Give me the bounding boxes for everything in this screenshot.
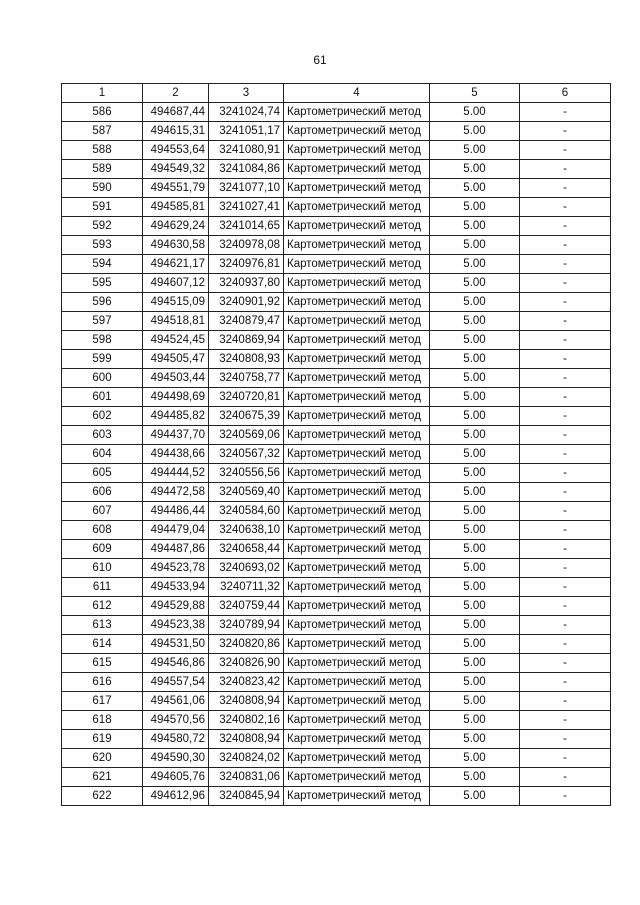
accuracy-cell: 5.00 — [430, 350, 520, 369]
accuracy-cell: 5.00 — [430, 274, 520, 293]
method-cell: Картометрический метод — [284, 521, 430, 540]
method-cell: Картометрический метод — [284, 616, 430, 635]
method-cell: Картометрический метод — [284, 464, 430, 483]
accuracy-cell: 5.00 — [430, 483, 520, 502]
table-row — [62, 768, 611, 787]
note-cell: - — [520, 730, 611, 749]
note-cell: - — [520, 160, 611, 179]
note-cell: - — [520, 236, 611, 255]
y-coordinate-cell: 3240720,81 — [209, 388, 284, 407]
y-coordinate-cell: 3241084,86 — [209, 160, 284, 179]
x-coordinate-cell: 494553,64 — [143, 141, 209, 160]
method-cell: Картометрический метод — [284, 502, 430, 521]
x-coordinate-cell: 494585,81 — [143, 198, 209, 217]
method-cell: Картометрический метод — [284, 711, 430, 730]
method-cell: Картометрический метод — [284, 654, 430, 673]
point-number-cell: 589 — [62, 160, 143, 179]
table-row — [62, 141, 611, 160]
note-cell: - — [520, 274, 611, 293]
point-number-cell: 614 — [62, 635, 143, 654]
accuracy-cell: 5.00 — [430, 179, 520, 198]
table-row — [62, 369, 611, 388]
x-coordinate-cell: 494621,17 — [143, 255, 209, 274]
note-cell: - — [520, 141, 611, 160]
point-number-cell: 591 — [62, 198, 143, 217]
table-row — [62, 635, 611, 654]
y-coordinate-cell: 3240569,06 — [209, 426, 284, 445]
accuracy-cell: 5.00 — [430, 445, 520, 464]
accuracy-cell: 5.00 — [430, 103, 520, 122]
point-number-cell: 618 — [62, 711, 143, 730]
point-number-cell: 606 — [62, 483, 143, 502]
accuracy-cell: 5.00 — [430, 255, 520, 274]
x-coordinate-cell: 494615,31 — [143, 122, 209, 141]
table-row — [62, 597, 611, 616]
note-cell: - — [520, 103, 611, 122]
method-cell: Картометрический метод — [284, 160, 430, 179]
y-coordinate-cell: 3241014,65 — [209, 217, 284, 236]
point-number-cell: 588 — [62, 141, 143, 160]
x-coordinate-cell: 494523,78 — [143, 559, 209, 578]
accuracy-cell: 5.00 — [430, 692, 520, 711]
point-number-cell: 622 — [62, 787, 143, 806]
method-cell: Картометрический метод — [284, 540, 430, 559]
y-coordinate-cell: 3240845,94 — [209, 787, 284, 806]
method-cell: Картометрический метод — [284, 483, 430, 502]
note-cell: - — [520, 179, 611, 198]
x-coordinate-cell: 494605,76 — [143, 768, 209, 787]
x-coordinate-cell: 494531,50 — [143, 635, 209, 654]
table-row — [62, 559, 611, 578]
y-coordinate-cell: 3240824,02 — [209, 749, 284, 768]
x-coordinate-cell: 494498,69 — [143, 388, 209, 407]
accuracy-cell: 5.00 — [430, 141, 520, 160]
accuracy-cell: 5.00 — [430, 654, 520, 673]
y-coordinate-cell: 3240758,77 — [209, 369, 284, 388]
note-cell: - — [520, 331, 611, 350]
accuracy-cell: 5.00 — [430, 768, 520, 787]
point-number-cell: 615 — [62, 654, 143, 673]
y-coordinate-cell: 3240808,94 — [209, 692, 284, 711]
accuracy-cell: 5.00 — [430, 198, 520, 217]
accuracy-cell: 5.00 — [430, 578, 520, 597]
x-coordinate-cell: 494629,24 — [143, 217, 209, 236]
point-number-cell: 617 — [62, 692, 143, 711]
table-row — [62, 654, 611, 673]
column-header-2: 2 — [143, 84, 209, 103]
note-cell: - — [520, 255, 611, 274]
note-cell: - — [520, 616, 611, 635]
y-coordinate-cell: 3240658,44 — [209, 540, 284, 559]
y-coordinate-cell: 3240556,56 — [209, 464, 284, 483]
coordinates-table — [61, 83, 611, 806]
y-coordinate-cell: 3240802,16 — [209, 711, 284, 730]
point-number-cell: 607 — [62, 502, 143, 521]
table-row — [62, 692, 611, 711]
note-cell: - — [520, 654, 611, 673]
table-row — [62, 445, 611, 464]
y-coordinate-cell: 3240569,40 — [209, 483, 284, 502]
note-cell: - — [520, 502, 611, 521]
point-number-cell: 590 — [62, 179, 143, 198]
accuracy-cell: 5.00 — [430, 331, 520, 350]
note-cell: - — [520, 749, 611, 768]
accuracy-cell: 5.00 — [430, 616, 520, 635]
point-number-cell: 608 — [62, 521, 143, 540]
note-cell: - — [520, 559, 611, 578]
method-cell: Картометрический метод — [284, 749, 430, 768]
note-cell: - — [520, 388, 611, 407]
note-cell: - — [520, 350, 611, 369]
point-number-cell: 586 — [62, 103, 143, 122]
method-cell: Картометрический метод — [284, 293, 430, 312]
point-number-cell: 593 — [62, 236, 143, 255]
point-number-cell: 604 — [62, 445, 143, 464]
note-cell: - — [520, 540, 611, 559]
y-coordinate-cell: 3240937,80 — [209, 274, 284, 293]
note-cell: - — [520, 293, 611, 312]
note-cell: - — [520, 198, 611, 217]
accuracy-cell: 5.00 — [430, 730, 520, 749]
note-cell: - — [520, 521, 611, 540]
accuracy-cell: 5.00 — [430, 464, 520, 483]
table-row — [62, 711, 611, 730]
method-cell: Картометрический метод — [284, 369, 430, 388]
point-number-cell: 592 — [62, 217, 143, 236]
y-coordinate-cell: 3240901,92 — [209, 293, 284, 312]
table-row — [62, 217, 611, 236]
point-number-cell: 612 — [62, 597, 143, 616]
note-cell: - — [520, 768, 611, 787]
x-coordinate-cell: 494612,96 — [143, 787, 209, 806]
note-cell: - — [520, 692, 611, 711]
accuracy-cell: 5.00 — [430, 369, 520, 388]
point-number-cell: 620 — [62, 749, 143, 768]
note-cell: - — [520, 312, 611, 331]
point-number-cell: 600 — [62, 369, 143, 388]
table-row — [62, 483, 611, 502]
method-cell: Картометрический метод — [284, 103, 430, 122]
method-cell: Картометрический метод — [284, 673, 430, 692]
accuracy-cell: 5.00 — [430, 749, 520, 768]
point-number-cell: 601 — [62, 388, 143, 407]
note-cell: - — [520, 711, 611, 730]
x-coordinate-cell: 494479,04 — [143, 521, 209, 540]
note-cell: - — [520, 483, 611, 502]
x-coordinate-cell: 494503,44 — [143, 369, 209, 388]
x-coordinate-cell: 494546,86 — [143, 654, 209, 673]
x-coordinate-cell: 494485,82 — [143, 407, 209, 426]
table-row — [62, 787, 611, 806]
table-row — [62, 426, 611, 445]
accuracy-cell: 5.00 — [430, 597, 520, 616]
note-cell: - — [520, 369, 611, 388]
accuracy-cell: 5.00 — [430, 711, 520, 730]
point-number-cell: 595 — [62, 274, 143, 293]
method-cell: Картометрический метод — [284, 179, 430, 198]
method-cell: Картометрический метод — [284, 635, 430, 654]
point-number-cell: 611 — [62, 578, 143, 597]
table-row — [62, 407, 611, 426]
accuracy-cell: 5.00 — [430, 217, 520, 236]
note-cell: - — [520, 578, 611, 597]
method-cell: Картометрический метод — [284, 787, 430, 806]
note-cell: - — [520, 445, 611, 464]
y-coordinate-cell: 3240638,10 — [209, 521, 284, 540]
accuracy-cell: 5.00 — [430, 673, 520, 692]
point-number-cell: 616 — [62, 673, 143, 692]
x-coordinate-cell: 494549,32 — [143, 160, 209, 179]
method-cell: Картометрический метод — [284, 236, 430, 255]
point-number-cell: 603 — [62, 426, 143, 445]
x-coordinate-cell: 494533,94 — [143, 578, 209, 597]
x-coordinate-cell: 494529,88 — [143, 597, 209, 616]
y-coordinate-cell: 3241077,10 — [209, 179, 284, 198]
note-cell: - — [520, 407, 611, 426]
accuracy-cell: 5.00 — [430, 122, 520, 141]
point-number-cell: 619 — [62, 730, 143, 749]
column-header-1: 1 — [62, 84, 143, 103]
y-coordinate-cell: 3240831,06 — [209, 768, 284, 787]
method-cell: Картометрический метод — [284, 597, 430, 616]
x-coordinate-cell: 494515,09 — [143, 293, 209, 312]
column-header-3: 3 — [209, 84, 284, 103]
y-coordinate-cell: 3240808,93 — [209, 350, 284, 369]
table-row — [62, 179, 611, 198]
accuracy-cell: 5.00 — [430, 312, 520, 331]
method-cell: Картометрический метод — [284, 730, 430, 749]
accuracy-cell: 5.00 — [430, 540, 520, 559]
method-cell: Картометрический метод — [284, 198, 430, 217]
x-coordinate-cell: 494630,58 — [143, 236, 209, 255]
point-number-cell: 599 — [62, 350, 143, 369]
y-coordinate-cell: 3240978,08 — [209, 236, 284, 255]
table-row — [62, 616, 611, 635]
table-row — [62, 103, 611, 122]
point-number-cell: 602 — [62, 407, 143, 426]
page-number: 61 — [313, 53, 327, 67]
table-row — [62, 464, 611, 483]
table-row — [62, 274, 611, 293]
x-coordinate-cell: 494487,86 — [143, 540, 209, 559]
method-cell: Картометрический метод — [284, 331, 430, 350]
point-number-cell: 597 — [62, 312, 143, 331]
table-row — [62, 293, 611, 312]
x-coordinate-cell: 494523,38 — [143, 616, 209, 635]
column-header-4: 4 — [284, 84, 430, 103]
point-number-cell: 613 — [62, 616, 143, 635]
method-cell: Картометрический метод — [284, 141, 430, 160]
x-coordinate-cell: 494570,56 — [143, 711, 209, 730]
column-header-5: 5 — [430, 84, 520, 103]
x-coordinate-cell: 494607,12 — [143, 274, 209, 293]
accuracy-cell: 5.00 — [430, 388, 520, 407]
method-cell: Картометрический метод — [284, 407, 430, 426]
point-number-cell: 594 — [62, 255, 143, 274]
table-row — [62, 198, 611, 217]
note-cell: - — [520, 122, 611, 141]
method-cell: Картометрический метод — [284, 692, 430, 711]
note-cell: - — [520, 673, 611, 692]
accuracy-cell: 5.00 — [430, 160, 520, 179]
y-coordinate-cell: 3240869,94 — [209, 331, 284, 350]
x-coordinate-cell: 494580,72 — [143, 730, 209, 749]
point-number-cell: 609 — [62, 540, 143, 559]
method-cell: Картометрический метод — [284, 388, 430, 407]
y-coordinate-cell: 3240675,39 — [209, 407, 284, 426]
table-row — [62, 673, 611, 692]
table-body — [62, 103, 611, 806]
table-row — [62, 502, 611, 521]
x-coordinate-cell: 494472,58 — [143, 483, 209, 502]
table-row — [62, 160, 611, 179]
method-cell: Картометрический метод — [284, 312, 430, 331]
note-cell: - — [520, 635, 611, 654]
table-row — [62, 350, 611, 369]
table-row — [62, 331, 611, 350]
note-cell: - — [520, 597, 611, 616]
accuracy-cell: 5.00 — [430, 426, 520, 445]
method-cell: Картометрический метод — [284, 768, 430, 787]
x-coordinate-cell: 494438,66 — [143, 445, 209, 464]
y-coordinate-cell: 3240584,60 — [209, 502, 284, 521]
note-cell: - — [520, 426, 611, 445]
method-cell: Картометрический метод — [284, 578, 430, 597]
point-number-cell: 587 — [62, 122, 143, 141]
y-coordinate-cell: 3241027,41 — [209, 198, 284, 217]
y-coordinate-cell: 3240976,81 — [209, 255, 284, 274]
point-number-cell: 621 — [62, 768, 143, 787]
x-coordinate-cell: 494437,70 — [143, 426, 209, 445]
point-number-cell: 596 — [62, 293, 143, 312]
y-coordinate-cell: 3241080,91 — [209, 141, 284, 160]
note-cell: - — [520, 787, 611, 806]
accuracy-cell: 5.00 — [430, 787, 520, 806]
x-coordinate-cell: 494561,06 — [143, 692, 209, 711]
accuracy-cell: 5.00 — [430, 635, 520, 654]
method-cell: Картометрический метод — [284, 217, 430, 236]
point-number-cell: 605 — [62, 464, 143, 483]
y-coordinate-cell: 3240711,32 — [209, 578, 284, 597]
accuracy-cell: 5.00 — [430, 559, 520, 578]
table-row — [62, 521, 611, 540]
y-coordinate-cell: 3240759,44 — [209, 597, 284, 616]
method-cell: Картометрический метод — [284, 559, 430, 578]
x-coordinate-cell: 494518,81 — [143, 312, 209, 331]
y-coordinate-cell: 3240879,47 — [209, 312, 284, 331]
accuracy-cell: 5.00 — [430, 293, 520, 312]
y-coordinate-cell: 3240826,90 — [209, 654, 284, 673]
x-coordinate-cell: 494505,47 — [143, 350, 209, 369]
accuracy-cell: 5.00 — [430, 521, 520, 540]
point-number-cell: 598 — [62, 331, 143, 350]
accuracy-cell: 5.00 — [430, 407, 520, 426]
table-row — [62, 578, 611, 597]
point-number-cell: 610 — [62, 559, 143, 578]
table-row — [62, 749, 611, 768]
y-coordinate-cell: 3240823,42 — [209, 673, 284, 692]
table-row — [62, 236, 611, 255]
y-coordinate-cell: 3241051,17 — [209, 122, 284, 141]
y-coordinate-cell: 3240789,94 — [209, 616, 284, 635]
x-coordinate-cell: 494557,54 — [143, 673, 209, 692]
y-coordinate-cell: 3240567,32 — [209, 445, 284, 464]
x-coordinate-cell: 494524,45 — [143, 331, 209, 350]
method-cell: Картометрический метод — [284, 350, 430, 369]
table-row — [62, 540, 611, 559]
y-coordinate-cell: 3241024,74 — [209, 103, 284, 122]
note-cell: - — [520, 464, 611, 483]
table-row — [62, 388, 611, 407]
x-coordinate-cell: 494590,30 — [143, 749, 209, 768]
table-row — [62, 730, 611, 749]
y-coordinate-cell: 3240693,02 — [209, 559, 284, 578]
x-coordinate-cell: 494444,52 — [143, 464, 209, 483]
y-coordinate-cell: 3240808,94 — [209, 730, 284, 749]
method-cell: Картометрический метод — [284, 255, 430, 274]
table-header-row — [62, 84, 611, 103]
method-cell: Картометрический метод — [284, 426, 430, 445]
x-coordinate-cell: 494486,44 — [143, 502, 209, 521]
table-row — [62, 312, 611, 331]
method-cell: Картометрический метод — [284, 274, 430, 293]
accuracy-cell: 5.00 — [430, 502, 520, 521]
method-cell: Картометрический метод — [284, 122, 430, 141]
x-coordinate-cell: 494551,79 — [143, 179, 209, 198]
x-coordinate-cell: 494687,44 — [143, 103, 209, 122]
table-row — [62, 122, 611, 141]
method-cell: Картометрический метод — [284, 445, 430, 464]
column-header-6: 6 — [520, 84, 611, 103]
table-row — [62, 255, 611, 274]
note-cell: - — [520, 217, 611, 236]
accuracy-cell: 5.00 — [430, 236, 520, 255]
y-coordinate-cell: 3240820,86 — [209, 635, 284, 654]
